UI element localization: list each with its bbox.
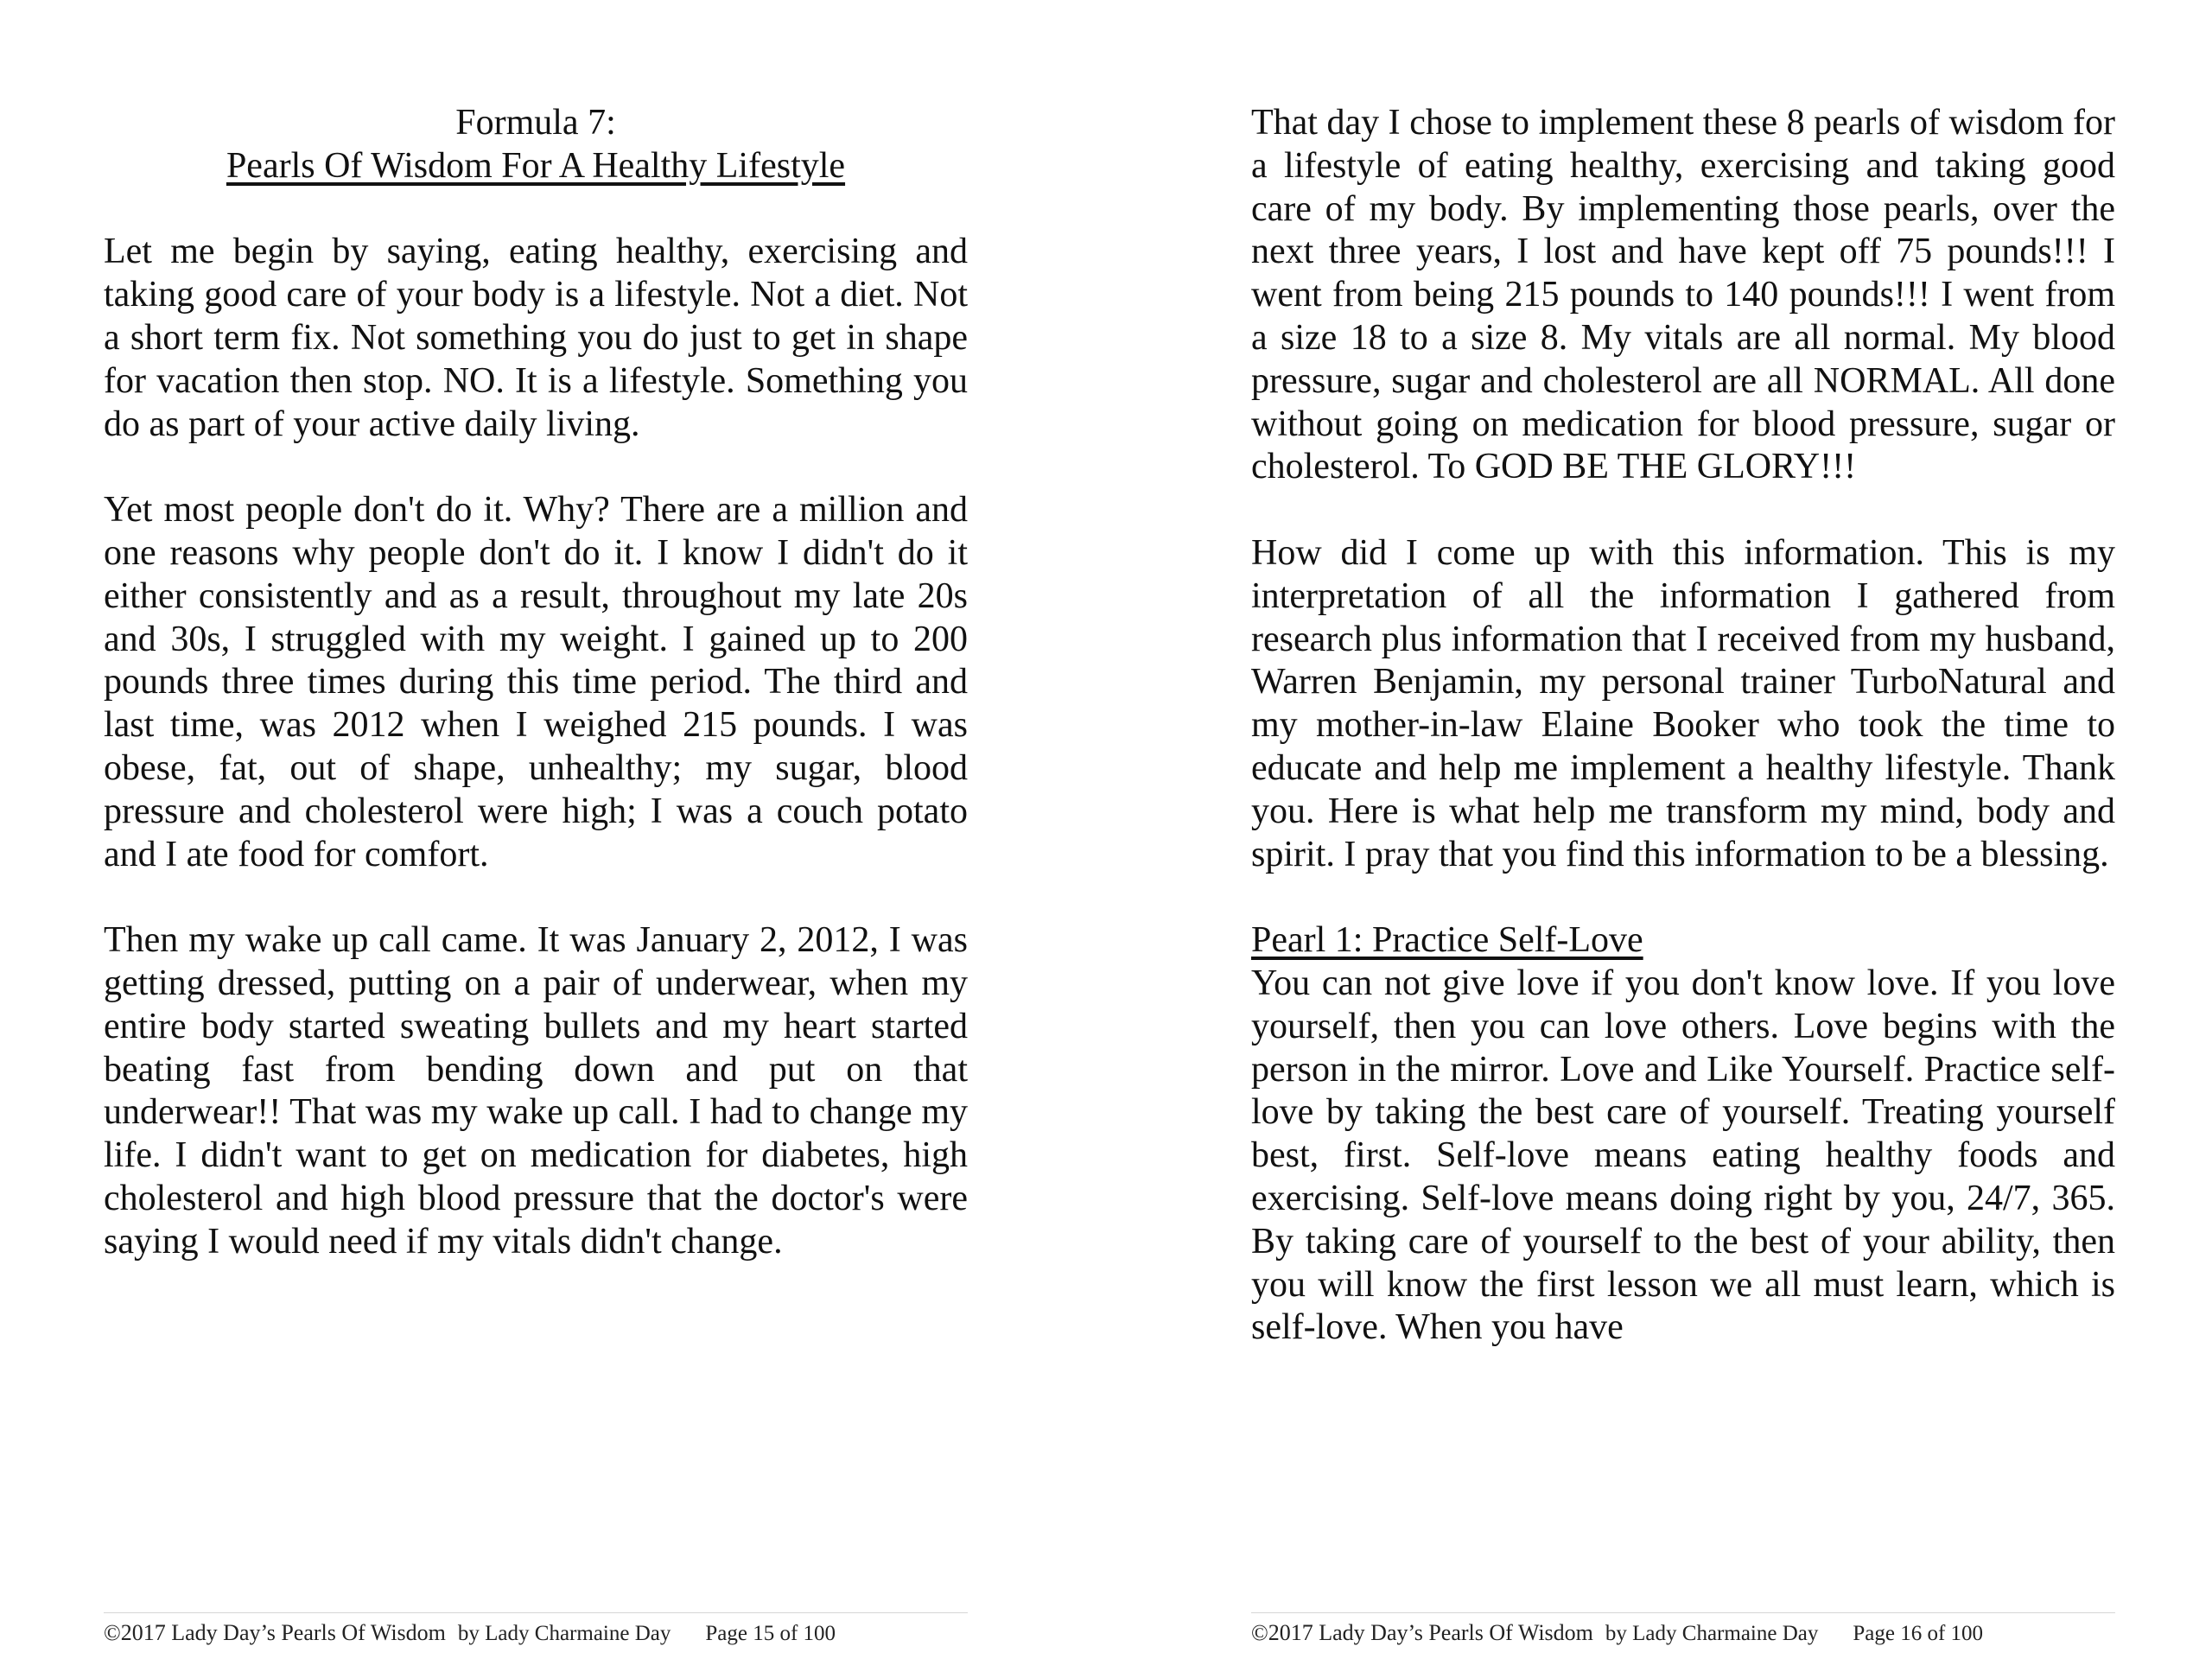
paragraph: That day I chose to implement these 8 pearls of wisdom for a lifestyle of eating healthy, exercising and taking good care of my body. By implementing those pearls, over the next three years, I lost and have kept off 75 pounds!!! I went from being 215 pounds to 140 pounds!!! I went from a size 18 to a size 8. My vitals are all normal. My blood pressure, sugar and cholesterol are all NORMAL. All done without going on medication for blood pressure, sugar or cholesterol. To GOD BE THE GLORY!!!: [1251, 103, 2115, 487]
left-page-content: [104, 102, 968, 1264]
footer-page-number: Page 16 of 100: [1853, 1622, 1984, 1645]
footer-copyright: ©2017 Lady Day’s Pearls Of Wisdom: [104, 1620, 446, 1645]
page-footer: [104, 1612, 968, 1647]
chapter-subtitle: Pearls Of Wisdom For A Healthy Lifestyle: [226, 145, 846, 186]
right-page-content: [1251, 102, 2115, 1350]
pearl-paragraph: You can not give love if you don't know love. If you love yourself, then you can love others. Love begins with the person in the mirror. Love and Like Yourself. Practice self-love by taking the best care of yourself. Treating yourself best, first. Self-love means eating healthy foods and exercising. Self-love means doing right by you, 24/7, 365. By taking care of yourself to the best of your ability, then you will know the first lesson we all must learn, which is self-love. When you have: [1251, 963, 2115, 1348]
footer-author: by Lady Charmaine Day: [457, 1622, 671, 1645]
footer-copyright: ©2017 Lady Day’s Pearls Of Wisdom: [1251, 1620, 1593, 1645]
chapter-title: Formula 7:: [455, 103, 616, 143]
paragraph: Let me begin by saying, eating healthy, exercising and taking good care of your body is a lifestyle. Not a diet. Not a short term fix. Not something you do just to get in shape for vacation then stop. NO. It is a lifestyle. Something you do as part of your active daily living.: [104, 232, 968, 444]
paragraph: Then my wake up call came. It was January 2, 2012, I was getting dressed, putting on a pair of underwear, when my entire body started sweating bullets and my heart started beating fast from bending down and put on that underwear!! That was my wake up call. I had to change my life. I didn't want to get on medication for diabetes, high cholesterol and high blood pressure that the doctor's were saying I would need if my vitals didn't change.: [104, 920, 968, 1262]
footer-author: by Lady Charmaine Day: [1605, 1622, 1819, 1645]
chapter-title-block: [104, 102, 968, 188]
paragraph: Yet most people don't do it. Why? There are a million and one reasons why people don't do it. I know I didn't do it either consistently and as a result, throughout my late 20s and 30s, I struggled with my weight. I gained up to 200 pounds three times during this time period. The third and last time, was 2012 when I weighed 215 pounds. I was obese, fat, out of shape, unhealthy; my sugar, blood pressure and cholesterol were high; I was a couch potato and I ate food for comfort.: [104, 490, 968, 874]
paragraph: How did I come up with this information. This is my interpretation of all the information I gathered from research plus information that I received from my husband, Warren Benjamin, my personal trainer TurboNatural and my mother-in-law Elaine Booker who took the time to educate and help me implement a healthy lifestyle. Thank you. Here is what help me transform my mind, body and spirit. I pray that you find this information to be a blessing.: [1251, 532, 2115, 874]
pearl-heading: Pearl 1: Practice Self-Love: [1251, 920, 1643, 961]
right-page: [1106, 0, 2212, 1659]
footer-page-number: Page 15 of 100: [705, 1622, 836, 1645]
page-footer: [1251, 1612, 2115, 1647]
